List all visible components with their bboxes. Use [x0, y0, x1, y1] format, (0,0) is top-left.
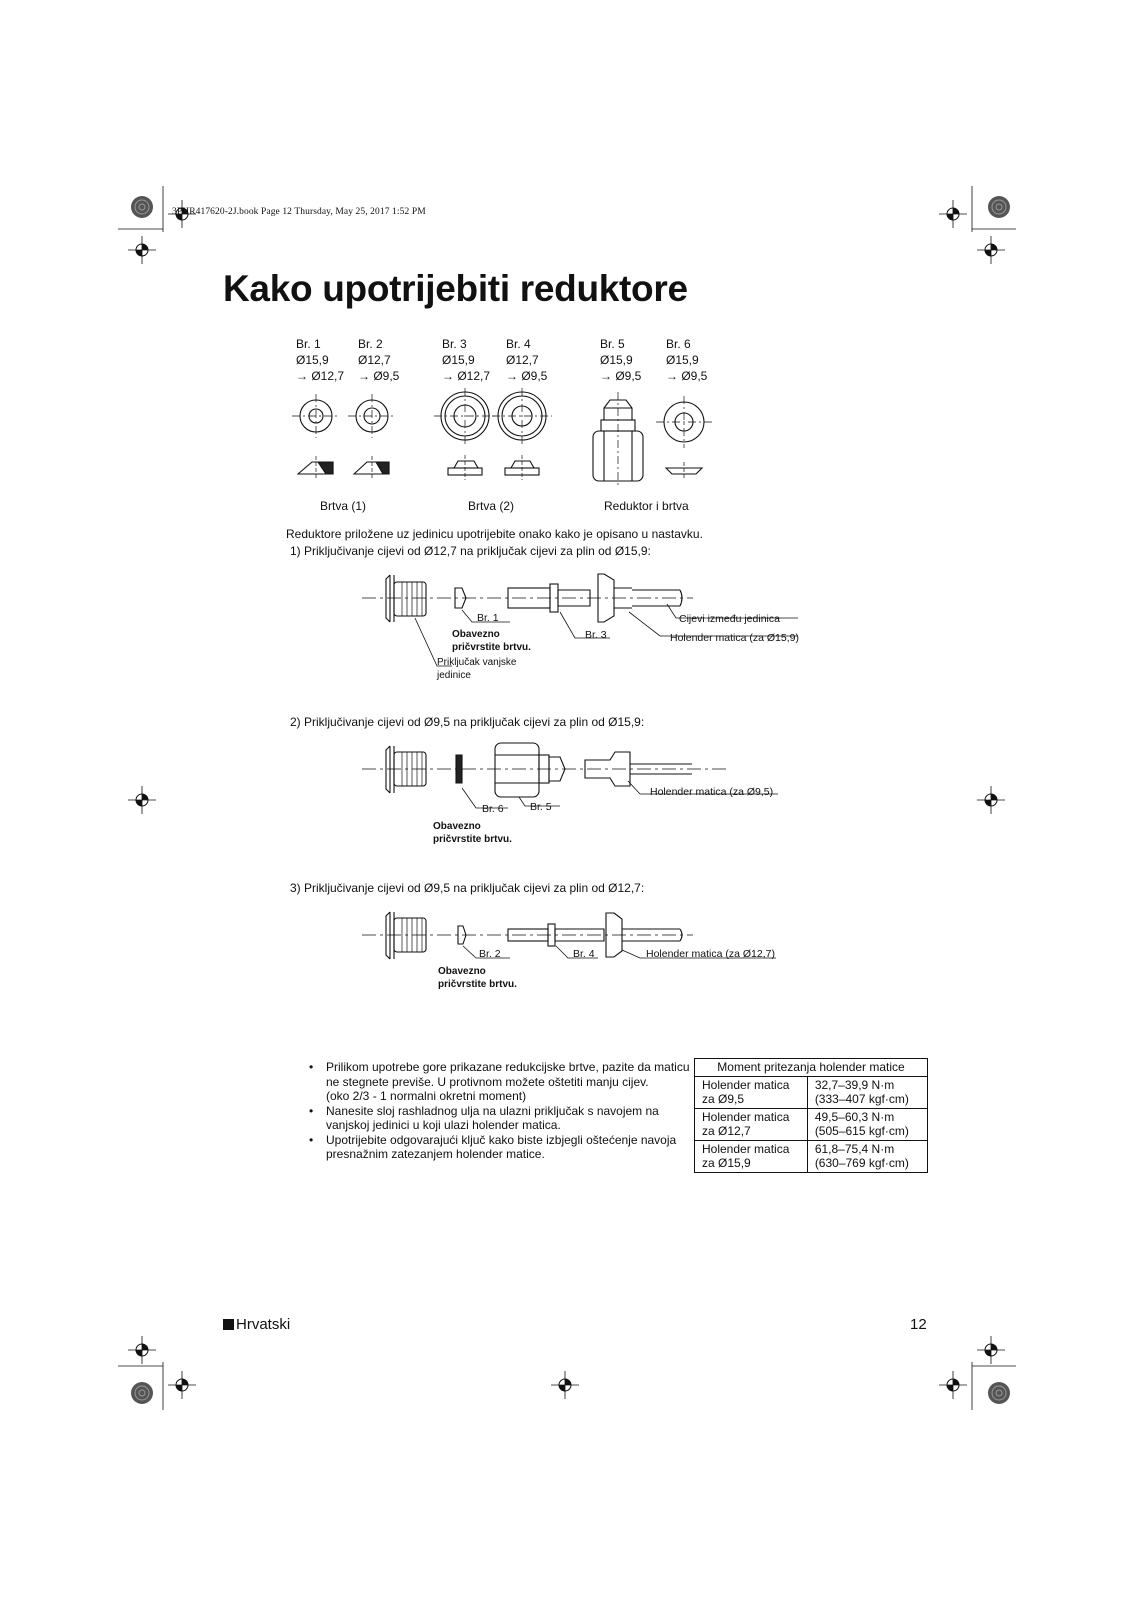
d2-br5-label: Br. 5: [530, 801, 552, 813]
torque-cell: 61,8–75,4 N·m (630–769 kgf·cm): [807, 1140, 927, 1172]
registration-cross-icon: [939, 1371, 967, 1399]
d2-br6-label: Br. 6: [482, 803, 504, 815]
caption-brtva-2: Brtva (2): [468, 499, 515, 513]
list-item: • Prilikom upotrebe gore prikazane redukcijske brtve, pazite da maticu ne stegnete previše. U protivnom možete oštetiti manju cijev. (oko 2/3 - 1 normalni okretni moment): [312, 1060, 697, 1104]
part-label-br2: Br. 2 Ø12,7 → Ø9,5: [358, 337, 400, 383]
part-label-br4: Br. 4 Ø12,7 → Ø9,5: [506, 337, 548, 383]
part-label-br1: Br. 1 Ø15,9 → Ø12,7: [296, 337, 345, 383]
page-number: 12: [910, 1316, 927, 1333]
nut-size-cell: Holender matica za Ø12,7: [695, 1108, 808, 1140]
caption-brtva-1: Brtva (1): [320, 499, 367, 513]
footer-language: Hrvatski: [223, 1316, 290, 1333]
d3-nut-label: Holender matica (za Ø12,7): [646, 948, 775, 960]
registration-cross-icon: [977, 786, 1005, 814]
registration-cross-icon: [128, 786, 156, 814]
list-item: • Upotrijebite odgovarajući ključ kako biste izbjegli oštećenje navoja presnažnim zatezanjem holender matice.: [312, 1133, 697, 1162]
notes-list: [312, 1060, 697, 1162]
d1-pipe-label: Cijevi između jedinica: [679, 613, 780, 625]
table-row: [695, 1108, 928, 1140]
d1-br1-label: Br. 1: [477, 612, 499, 624]
registration-target-icon: [131, 196, 153, 218]
registration-cross-icon: [977, 1336, 1005, 1364]
registration-cross-icon: [977, 236, 1005, 264]
registration-cross-icon: [939, 200, 967, 228]
d3-br4-label: Br. 4: [573, 948, 595, 960]
page-title: Kako upotrijebiti reduktore: [223, 268, 688, 309]
d1-must-fasten-note: Obavezno pričvrstite brtvu.: [452, 629, 531, 653]
print-header-line: 3PHR417620-2J.book Page 12 Thursday, May 25, 2017 1:52 PM: [172, 207, 426, 217]
black-square-icon: [223, 1319, 234, 1330]
d2-nut-label: Holender matica (za Ø9,5): [650, 786, 774, 798]
d3-br2-label: Br. 2: [479, 948, 501, 960]
d1-port-label: Priključak vanjske jedinice: [437, 657, 517, 681]
step-3-text: 3) Priključivanje cijevi od Ø9,5 na priključak cijevi za plin od Ø12,7:: [290, 881, 645, 895]
torque-table: [694, 1058, 928, 1173]
registration-cross-icon: [128, 236, 156, 264]
torque-table-header: Moment pritezanja holender matice: [695, 1059, 928, 1077]
registration-cross-icon: [128, 1336, 156, 1364]
step-1-text: 1) Priključivanje cijevi od Ø12,7 na priključak cijevi za plin od Ø15,9:: [290, 544, 651, 558]
part-label-br6: Br. 6 Ø15,9 → Ø9,5: [666, 337, 708, 383]
part-label-br3: Br. 3 Ø15,9 → Ø12,7: [442, 337, 491, 383]
caption-reduktor-i-brtva: Reduktor i brtva: [604, 499, 689, 513]
d3-must-fasten-note: Obavezno pričvrstite brtvu.: [438, 966, 517, 990]
nut-size-cell: Holender matica za Ø15,9: [695, 1140, 808, 1172]
table-row: [695, 1076, 928, 1108]
registration-target-icon: [131, 1382, 153, 1404]
list-item: • Nanesite sloj rashladnog ulja na ulazni priključak s navojem na vanjskoj jedinici u koji ulazi holender matica.: [312, 1104, 697, 1133]
d2-must-fasten-note: Obavezno pričvrstite brtvu.: [433, 821, 512, 845]
step-2-text: 2) Priključivanje cijevi od Ø9,5 na priključak cijevi za plin od Ø15,9:: [290, 715, 645, 729]
d1-nut-label: Holender matica (za Ø15,9): [670, 632, 799, 644]
registration-target-icon: [988, 196, 1010, 218]
registration-target-icon: [988, 1382, 1010, 1404]
torque-cell: 32,7–39,9 N·m (333–407 kgf·cm): [807, 1076, 927, 1108]
registration-cross-icon: [168, 1371, 196, 1399]
registration-cross-icon: [551, 1371, 579, 1399]
intro-text: Reduktore priložene uz jedinicu upotrijebite onako kako je opisano u nastavku.: [286, 527, 703, 541]
part-label-br5: Br. 5 Ø15,9 → Ø9,5: [600, 337, 642, 383]
torque-cell: 49,5–60,3 N·m (505–615 kgf·cm): [807, 1108, 927, 1140]
table-row: [695, 1140, 928, 1172]
d1-br3-label: Br. 3: [585, 629, 607, 641]
nut-size-cell: Holender matica za Ø9,5: [695, 1076, 808, 1108]
